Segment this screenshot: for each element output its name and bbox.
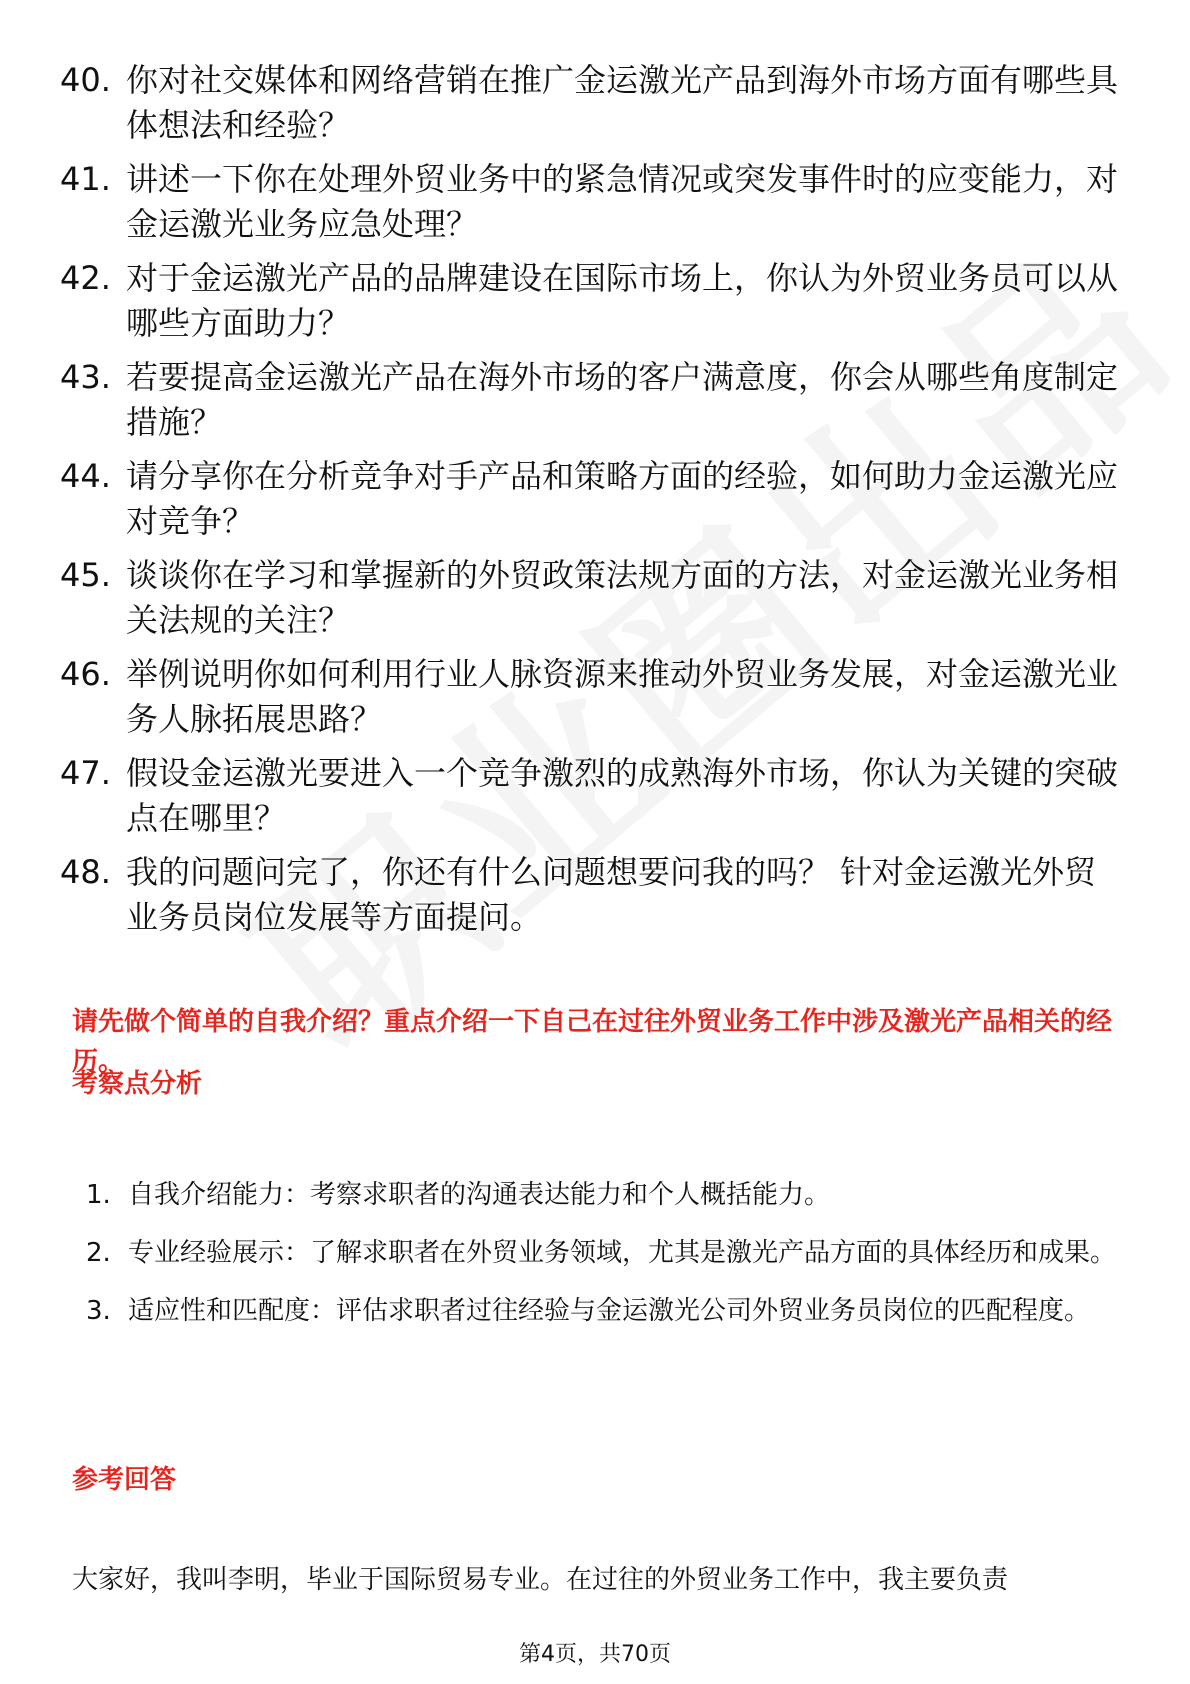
item-text: 我的问题问完了，你还有什么问题想要问我的吗？ 针对金运激光外贸业务员岗位发展等方面提问。 bbox=[126, 853, 1097, 936]
list-item bbox=[60, 256, 1120, 346]
item-text: 举例说明你如何利用行业人脉资源来推动外贸业务发展，对金运激光业务人脉拓展思路？ bbox=[126, 655, 1119, 738]
question-list bbox=[60, 58, 1120, 949]
list-item bbox=[86, 1166, 1116, 1224]
item-number: 3. bbox=[86, 1296, 111, 1326]
list-item bbox=[60, 58, 1120, 148]
list-item bbox=[60, 751, 1120, 841]
list-item bbox=[60, 553, 1120, 643]
item-number: 1. bbox=[86, 1180, 111, 1210]
analysis-heading: 考察点分析 bbox=[72, 1069, 203, 1099]
item-number: 2. bbox=[86, 1238, 111, 1268]
item-number: 45. bbox=[60, 556, 111, 594]
item-text: 假设金运激光要进入一个竞争激烈的成熟海外市场，你认为关键的突破点在哪里？ bbox=[126, 754, 1119, 837]
item-text: 对于金运激光产品的品牌建设在国际市场上，你认为外贸业务员可以从哪些方面助力？ bbox=[126, 259, 1119, 342]
item-text: 自我介绍能力：考察求职者的沟通表达能力和个人概括能力。 bbox=[128, 1180, 831, 1210]
list-item bbox=[60, 850, 1120, 940]
item-number: 46. bbox=[60, 655, 111, 693]
item-text: 你对社交媒体和网络营销在推广金运激光产品到海外市场方面有哪些具体想法和经验？ bbox=[126, 61, 1119, 144]
item-number: 41. bbox=[60, 160, 111, 198]
item-number: 44. bbox=[60, 457, 111, 495]
item-number: 43. bbox=[60, 358, 111, 396]
reference-heading: 参考回答 bbox=[72, 1465, 177, 1495]
item-text: 讲述一下你在处理外贸业务中的紧急情况或突发事件时的应变能力，对金运激光业务应急处理？ bbox=[126, 160, 1119, 243]
item-number: 47. bbox=[60, 754, 111, 792]
item-text: 谈谈你在学习和掌握新的外贸政策法规方面的方法，对金运激光业务相关法规的关注？ bbox=[126, 556, 1119, 639]
item-text: 专业经验展示：了解求职者在外贸业务领域，尤其是激光产品方面的具体经历和成果。 bbox=[128, 1238, 1117, 1268]
item-number: 42. bbox=[60, 259, 111, 297]
list-item bbox=[86, 1282, 1116, 1340]
list-item bbox=[60, 652, 1120, 742]
analysis-list bbox=[86, 1166, 1116, 1340]
page-number: 第4页，共70页 bbox=[519, 1642, 671, 1667]
list-item bbox=[60, 157, 1120, 247]
item-number: 48. bbox=[60, 853, 111, 891]
list-item bbox=[60, 454, 1120, 544]
item-text: 适应性和匹配度：评估求职者过往经验与金运激光公司外贸业务员岗位的匹配程度。 bbox=[128, 1296, 1091, 1326]
reference-answer: 大家好，我叫李明，毕业于国际贸易专业。在过往的外贸业务工作中，我主要负责 bbox=[72, 1565, 1009, 1595]
item-number: 40. bbox=[60, 61, 111, 99]
item-text: 请分享你在分析竞争对手产品和策略方面的经验，如何助力金运激光应对竞争？ bbox=[126, 457, 1119, 540]
featured-question: 请先做个简单的自我介绍？重点介绍一下自己在过往外贸业务工作中涉及激光产品相关的经历。 bbox=[72, 1007, 1113, 1077]
item-text: 若要提高金运激光产品在海外市场的客户满意度，你会从哪些角度制定措施？ bbox=[126, 358, 1119, 441]
list-item bbox=[60, 355, 1120, 445]
list-item bbox=[86, 1224, 1116, 1282]
